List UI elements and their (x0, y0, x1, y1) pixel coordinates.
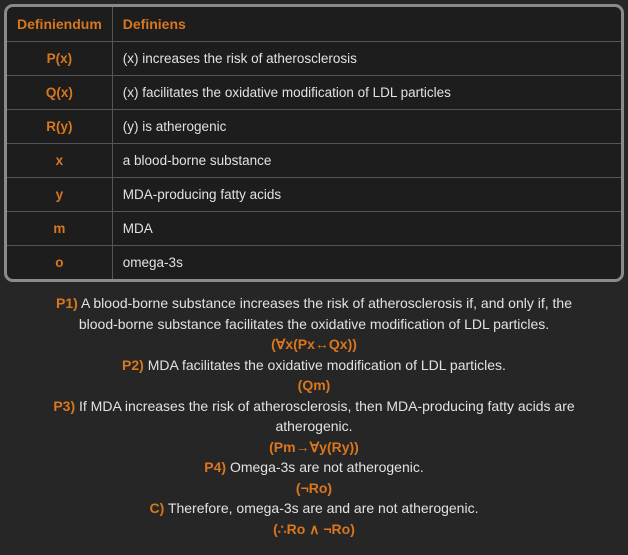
definition-cell: omega-3s (112, 245, 621, 279)
term-cell: Q(x) (7, 75, 112, 109)
premise-1-sentence (36, 293, 592, 334)
argument-block (36, 293, 592, 539)
premise-1 (36, 293, 592, 355)
term-cell: m (7, 211, 112, 245)
table-row (7, 109, 621, 143)
premise-2-text: MDA facilitates the oxidative modification of LDL particles. (147, 356, 506, 373)
definitions-table (7, 7, 621, 279)
premise-3 (36, 396, 592, 458)
header-definiendum: Definiendum (7, 7, 112, 41)
conclusion-label: C) (149, 500, 165, 516)
conclusion-text: Therefore, omega-3s are and are not atherogenic. (167, 500, 479, 516)
definition-cell: (x) increases the risk of atherosclerosis (112, 41, 621, 75)
premise-3-sentence (36, 396, 592, 437)
premise-2-formula: (Qm) (297, 377, 331, 393)
premise-4-sentence (36, 457, 592, 478)
conclusion (36, 498, 592, 539)
definition-cell: (y) is atherogenic (112, 109, 621, 143)
premise-1-formula: (∀x(Px↔Qx)) (271, 336, 357, 352)
premise-2-label: P2) (122, 356, 144, 373)
premise-1-label: P1) (56, 295, 78, 311)
premise-3-text: If MDA increases the risk of atherosclerosis, then MDA-producing fatty acids are atherogenic. (79, 397, 575, 434)
premise-4-label: P4) (204, 459, 227, 475)
definition-cell: MDA-producing fatty acids (112, 177, 621, 211)
table-header-row (7, 7, 621, 41)
term-cell: R(y) (7, 109, 112, 143)
premise-1-text: A blood-borne substance increases the risk of atherosclerosis if, and only if, the blood-borne substance facilitates the oxidative modification of LDL particles. (78, 295, 572, 332)
term-cell: y (7, 177, 112, 211)
premise-3-label: P3) (53, 397, 76, 414)
premise-4-formula: (¬Ro) (295, 479, 333, 496)
table-row (7, 245, 621, 279)
definition-cell: a blood-borne substance (112, 143, 621, 177)
table-row (7, 75, 621, 109)
header-definiens: Definiens (122, 15, 186, 32)
premise-3-formula: (Pm→∀y(Ry)) (269, 438, 359, 455)
definition-cell: MDA (112, 211, 621, 245)
definitions-table-container (4, 4, 624, 282)
term-cell: o (7, 245, 112, 279)
conclusion-sentence (36, 498, 592, 519)
definition-cell: (x) facilitates the oxidative modification of LDL particles (112, 75, 621, 109)
table-row (7, 211, 621, 245)
premise-4-text: Omega-3s are not atherogenic. (229, 459, 424, 475)
conclusion-formula: (∴Ro ∧ ¬Ro) (273, 520, 355, 537)
term-cell: x (7, 143, 112, 177)
premise-2-sentence (36, 355, 592, 376)
table-row (7, 177, 621, 211)
premise-2 (36, 355, 592, 396)
table-row (7, 41, 621, 75)
premise-4 (36, 457, 592, 498)
table-row (7, 143, 621, 177)
term-cell: P(x) (7, 41, 112, 75)
